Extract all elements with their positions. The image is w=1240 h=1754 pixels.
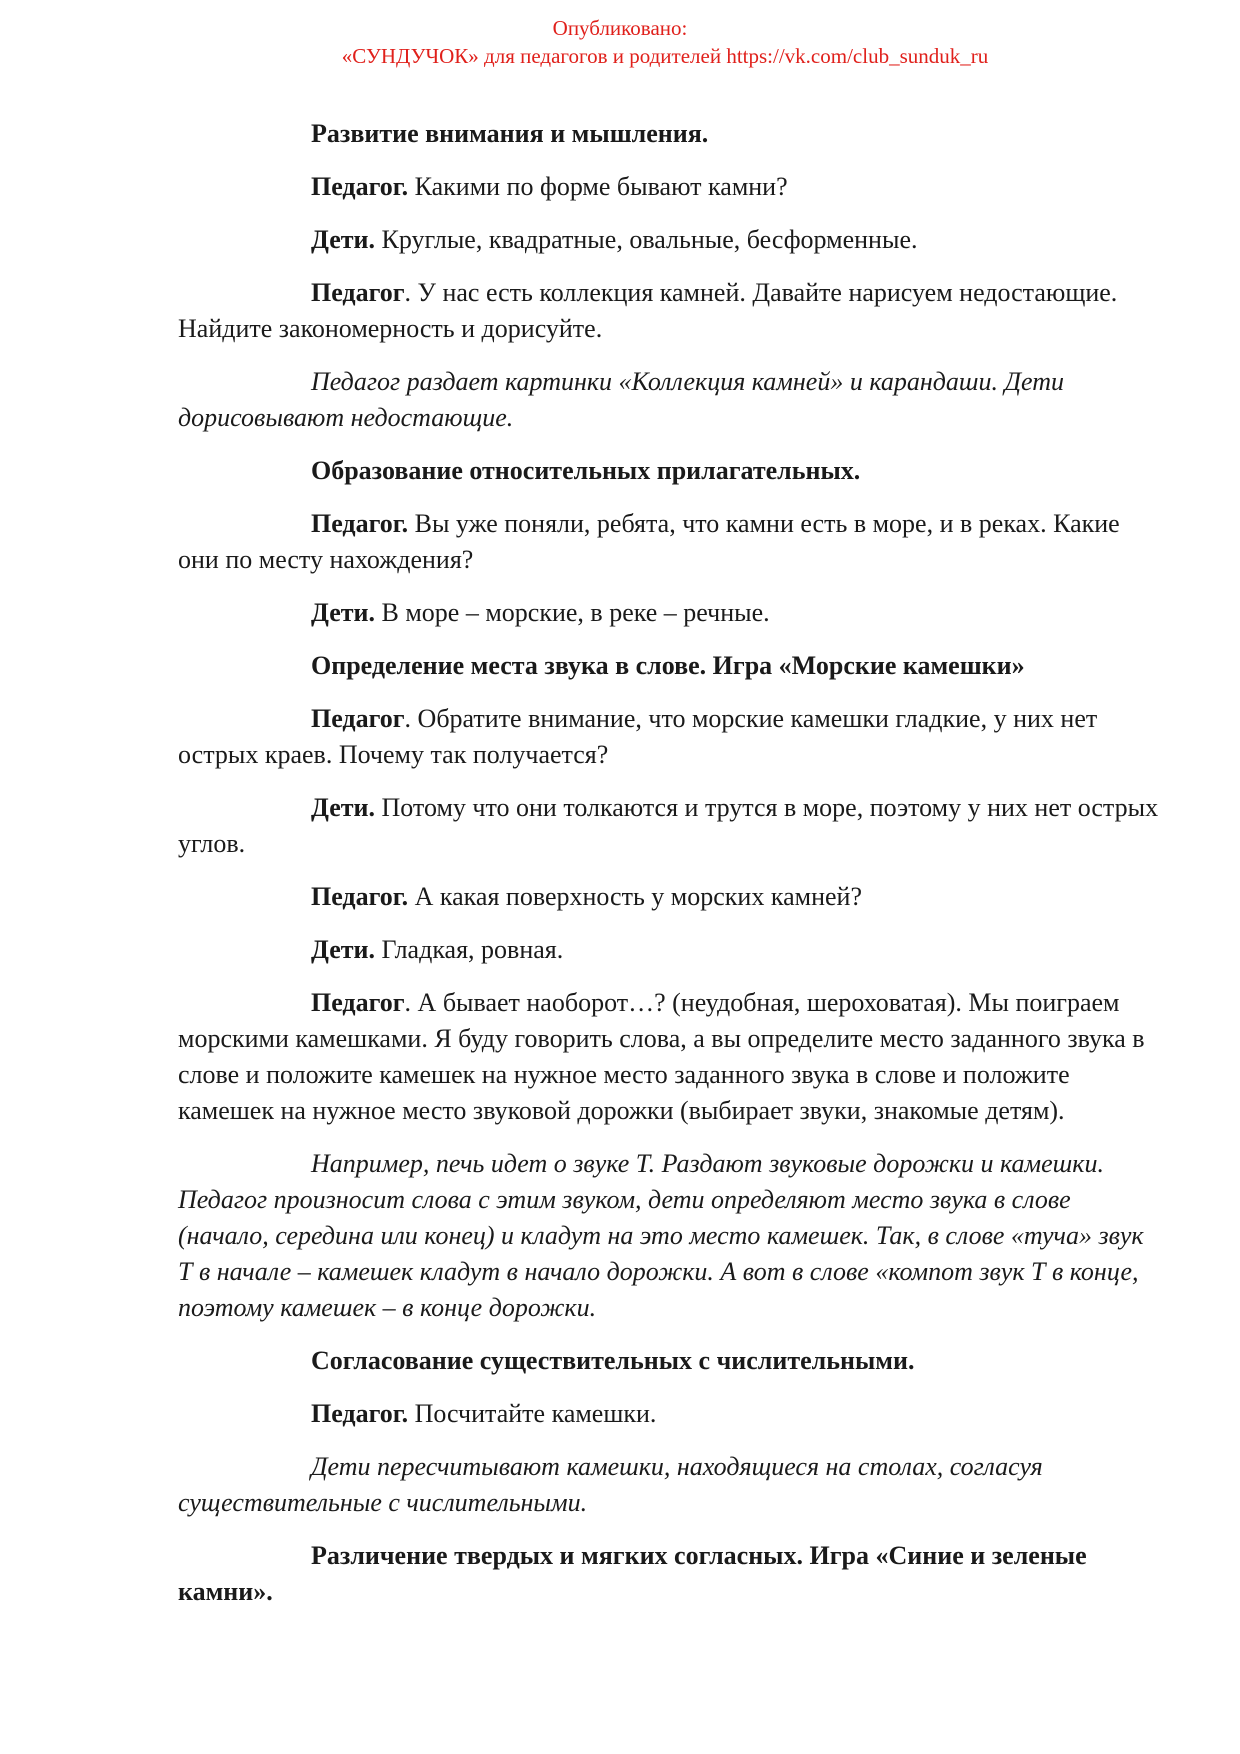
section-heading: Различение твердых и мягких согласных. Игра «Синие и зеленые камни». — [178, 1541, 1087, 1606]
publication-header — [0, 14, 1240, 70]
speaker-label: Дети. — [311, 793, 375, 822]
section-heading: Развитие внимания и мышления. — [311, 119, 709, 148]
speaker-label: Дети. — [311, 598, 375, 627]
dialogue-text: . Обратите внимание, что морские камешки гладкие, у них нет острых краев. Почему так получается? — [178, 704, 1098, 769]
dialogue-paragraph — [178, 222, 1163, 258]
dialogue-paragraph — [178, 790, 1163, 862]
section-heading: Определение места звука в слове. Игра «Морские камешки» — [311, 651, 1025, 680]
dialogue-paragraph — [178, 595, 1163, 631]
speaker-label: Педагог. — [311, 882, 409, 911]
published-label: Опубликовано: — [552, 16, 688, 40]
speaker-label: Дети. — [311, 935, 375, 964]
dialogue-text: Вы уже поняли, ребята, что камни есть в море, и в реках. Какие они по месту нахождения? — [178, 509, 1120, 574]
stage-direction: Дети пересчитывают камешки, находящиеся на столах, согласуя существительные с числительными. — [178, 1452, 1043, 1517]
dialogue-paragraph — [178, 169, 1163, 205]
dialogue-text: Потому что они толкаются и трутся в море, поэтому у них нет острых углов. — [178, 793, 1159, 858]
dialogue-text: Гладкая, ровная. — [375, 935, 564, 964]
dialogue-text: . А бывает наоборот…? (неудобная, шероховатая). Мы поиграем морскими камешками. Я буду говорить слова, а вы определите место заданного звука в слове и положите камешек на нужное место заданного звука в слове и положите камешек на нужное место звуковой дорожки (выбирает звуки, знакомые детям). — [178, 988, 1145, 1125]
stage-direction: Педагог раздает картинки «Коллекция камней» и карандаши. Дети дорисовывают недостающие. — [178, 367, 1065, 432]
dialogue-paragraph — [178, 275, 1163, 347]
speaker-label: Педагог. — [311, 1399, 409, 1428]
dialogue-paragraph — [178, 985, 1163, 1129]
speaker-label: Педагог — [311, 278, 405, 307]
dialogue-text: Посчитайте камешки. — [408, 1399, 657, 1428]
dialogue-text: Круглые, квадратные, овальные, бесформенные. — [375, 225, 918, 254]
publisher-link-text: «СУНДУЧОК» для педагогов и родителей https://vk.com/club_sunduk_ru — [341, 44, 989, 68]
document-body — [178, 116, 1163, 1627]
speaker-label: Дети. — [311, 225, 375, 254]
dialogue-text: В море – морские, в реке – речные. — [375, 598, 770, 627]
section-heading: Образование относительных прилагательных. — [311, 456, 861, 485]
dialogue-text: Какими по форме бывают камни? — [408, 172, 788, 201]
speaker-label: Педагог — [311, 704, 405, 733]
dialogue-text: . У нас есть коллекция камней. Давайте нарисуем недостающие. Найдите закономерность и дорисуйте. — [178, 278, 1118, 343]
speaker-label: Педагог — [311, 988, 405, 1017]
dialogue-paragraph — [178, 932, 1163, 968]
dialogue-paragraph — [178, 506, 1163, 578]
dialogue-paragraph — [178, 701, 1163, 773]
speaker-label: Педагог. — [311, 172, 409, 201]
dialogue-paragraph — [178, 879, 1163, 915]
stage-direction: Например, печь идет о звуке Т. Раздают звуковые дорожки и камешки. Педагог произносит слова с этим звуком, дети определяют место звука в слове (начало, середина или конец) и кладут на это место камешек. Так, в слове «туча» звук Т в начале – камешек кладут в начало дорожки. А вот в слове «компот звук Т в конце, поэтому камешек – в конце дорожки. — [178, 1149, 1144, 1322]
speaker-label: Педагог. — [311, 509, 409, 538]
dialogue-text: А какая поверхность у морских камней? — [408, 882, 862, 911]
dialogue-paragraph — [178, 1396, 1163, 1432]
section-heading: Согласование существительных с числительными. — [311, 1346, 915, 1375]
